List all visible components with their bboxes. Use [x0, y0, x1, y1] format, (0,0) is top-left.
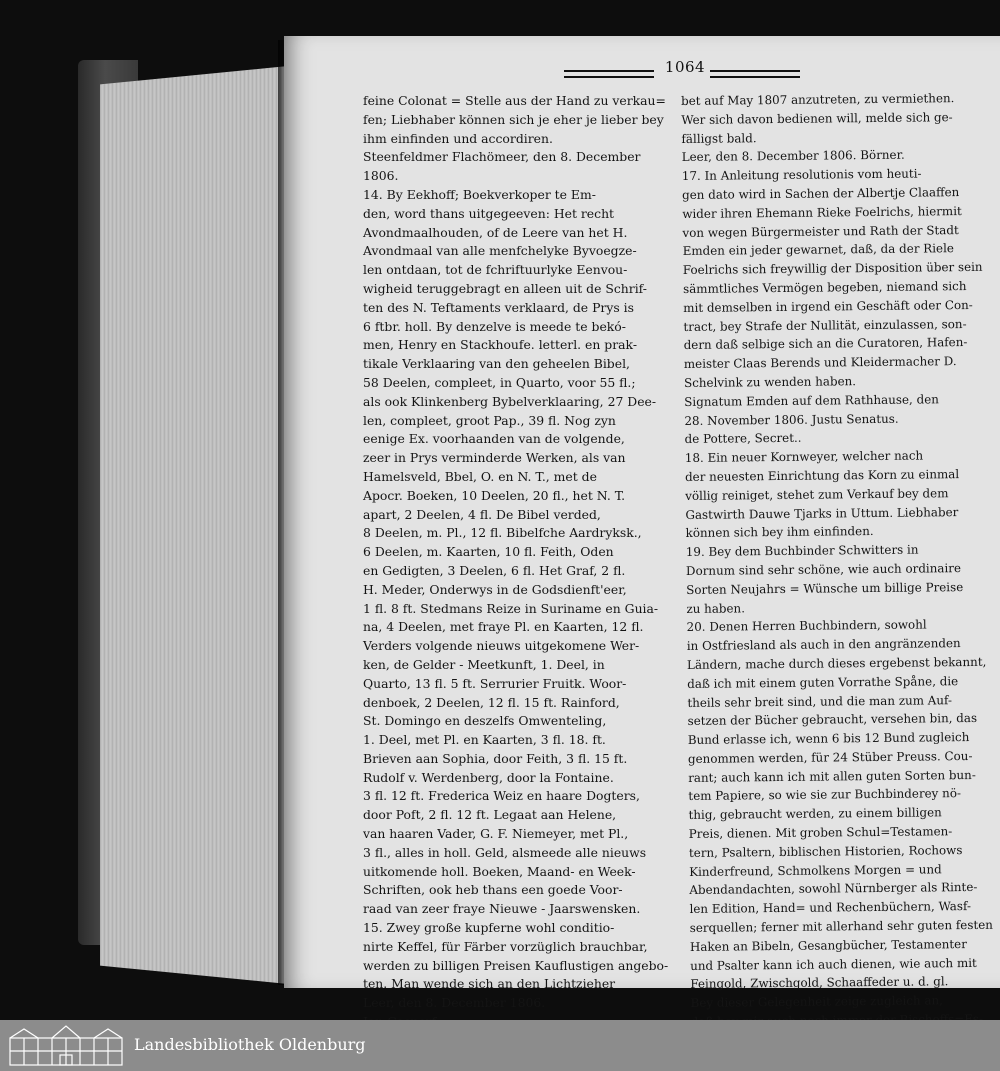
text-line: de Pottere, Secret.. — [684, 431, 802, 447]
text-line: 28. November 1806. Justu Senatus. — [684, 411, 899, 428]
text-line: 20. Denen Herren Buchbindern, sowohl — [686, 617, 927, 635]
text-line: dern daß selbige sich an die Curatoren, Hafen- — [683, 335, 968, 353]
header-rule-left — [564, 70, 654, 78]
text-line: na, 4 Deelen, met fraye Pl. en Kaarten, 12 fl. — [363, 619, 644, 635]
text-line: eenige Ex. voorhaanden van de volgende, — [363, 431, 625, 447]
text-line: raad van zeer fraye Nieuwe - Jaarswensken. — [363, 901, 641, 917]
text-line: wider ihren Ehemann Rieke Foelrichs, hiermit — [682, 203, 962, 221]
text-line: Hamelsveld, Bbel, O. en N. T., met de — [363, 468, 597, 484]
library-name: Landesbibliothek Oldenburg — [134, 1035, 366, 1054]
text-line: Leer, den 8. December 1806. — [363, 995, 546, 1011]
page-edges — [100, 66, 288, 984]
text-line: len ontdaan, tot de fchriftuurlyke Eenvou- — [363, 262, 628, 278]
text-line: 6 ftbr. holl. By denzelve is meede te bekó- — [363, 318, 626, 334]
page-number: 1064 — [664, 58, 706, 76]
text-line: Brieven aan Sophia, door Feith, 3 fl. 15 ft. — [363, 750, 628, 766]
text-line: Dornum sind sehr schöne, wie auch ordinaire — [685, 561, 962, 578]
text-line: 6 Deelen, m. Kaarten, 10 fl. Feith, Oden — [363, 544, 614, 560]
text-line: Bey dieser Gelegenheit zeige zugleich an, — [690, 993, 944, 1011]
text-line: Avondmaal van alle menfchelyke Byvoegze- — [363, 243, 637, 259]
text-line: 1806. — [363, 168, 399, 184]
text-line: Kinderfreund, Schmolkens Morgen = und — [689, 861, 942, 879]
text-line: in Ostfriesland als auch in den angränzenden — [686, 636, 961, 654]
text-line: nirte Keffel, für Färber vorzüglich brauchbar, — [363, 938, 648, 954]
text-line: rant; auch kann ich mit allen guten Sorten bun- — [688, 767, 976, 785]
text-line: tern, Psaltern, biblischen Historien, Rochows — [688, 842, 963, 860]
text-line: daß ich mit einem guten Vorrathe Spåne, die — [687, 673, 959, 691]
text-line: Abendandachten, sowohl Nürnberger als Rinte- — [689, 880, 978, 898]
text-line: Signatum Emden auf dem Rathhause, den — [684, 392, 939, 409]
text-line: Gastwirth Dauwe Tjarks in Uttum. Liebhaber — [685, 504, 959, 522]
text-line: zeer in Prys verminderde Werken, als van — [363, 450, 626, 466]
text-line: gen dato wird in Sachen der Albertje Claaffen — [682, 185, 960, 202]
text-line: 19. Bey dem Buchbinder Schwitters in — [685, 542, 919, 560]
text-line: Ländern, mache durch dieses ergebenst bekannt, — [686, 654, 987, 672]
text-line: Foelrichs sich freywillig der Disposition über sein — [682, 260, 983, 278]
text-line: fälligst bald. — [681, 130, 757, 146]
text-line: als ook Klinkenberg Bybelverklaaring, 27 Dee- — [363, 393, 657, 409]
text-line: fen; Liebhaber können sich je eher je lieber bey — [363, 111, 664, 127]
text-line: 58 Deelen, compleet, in Quarto, voor 55 fl.; — [363, 374, 636, 390]
text-line: len, compleet, groot Pap., 39 fl. Nog zyn — [363, 412, 616, 428]
text-line: sämmtliches Vermögen begeben, niemand sich — [682, 278, 967, 296]
text-line: 1. Deel, met Pl. en Kaarten, 3 fl. 18. ft. — [363, 732, 606, 748]
text-line: Haken an Bibeln, Gesangbücher, Testamenter — [689, 936, 967, 954]
text-line: Schriften, ook heb thans een goede Voor- — [363, 882, 623, 898]
text-line: wigheid teruggebragt en alleen uit de Schrif- — [363, 280, 647, 296]
text-line: ten. Man wende sich an den Lichtzieher — [363, 976, 616, 992]
text-line: van haaren Vader, G. F. Niemeyer, met Pl., — [363, 826, 629, 842]
text-line: Sorten Neujahrs = Wünsche um billige Preise — [686, 579, 964, 597]
text-line: Steenfeldmer Flachömeer, den 8. December — [363, 149, 641, 165]
text-line: Wer sich davon bedienen will, melde sich ge- — [681, 109, 953, 127]
text-line: bet auf May 1807 anzutreten, zu vermiethen. — [681, 91, 955, 108]
header-rule-right — [710, 70, 800, 78]
text-line: 17. In Anleitung resolutionis vom heuti- — [681, 166, 922, 184]
text-line: zu haben. — [686, 600, 746, 616]
text-line: Rudolf v. Werdenberg, door la Fontaine. — [363, 769, 614, 785]
text-line: serquellen; ferner mit allerhand sehr guten festen — [689, 917, 993, 936]
text-line: thig, gebraucht werden, zu einem billigen — [688, 805, 942, 823]
text-line: Bund erlasse ich, wenn 6 bis 12 Bund zugleich — [687, 730, 970, 748]
text-line: werden zu billigen Preisen Kauflustigen angebo- — [363, 957, 669, 973]
page-header — [564, 58, 944, 84]
text-line: tem Papiere, so wie sie zur Buchbinderey nö- — [688, 786, 962, 804]
library-building-logo-icon — [8, 1024, 124, 1066]
text-line: Emden ein jeder gewarnet, daß, da der Riele — [682, 241, 954, 259]
text-line: denboek, 2 Deelen, 12 fl. 15 ft. Rainford, — [363, 694, 620, 710]
text-line: men, Henry en Stackhoufe. letterl. en prak- — [363, 337, 638, 353]
text-line: ten des N. Teftaments verklaard, de Prys is — [363, 299, 634, 315]
text-line: Feingold, Zwischgold, Schaaffeder u. d. gl. — [690, 974, 949, 992]
text-line: setzen der Bücher gebraucht, versehen bin, das — [687, 711, 978, 729]
text-line: völlig reiniget, stehet zum Verkauf bey dem — [685, 485, 949, 503]
text-line: Preis, dienen. Mit groben Schul=Testamen- — [688, 824, 953, 842]
text-line: Verders volgende nieuws uitgekomene Wer- — [363, 638, 640, 654]
text-line: apart, 2 Deelen, 4 fl. De Bibel verded, — [363, 506, 601, 522]
text-line: mit demselben in irgend ein Geschäft oder Con- — [683, 297, 973, 315]
text-line: tract, bey Strafe der Nullität, einzulassen, son- — [683, 316, 967, 334]
text-line: ihm einfinden und accordiren. — [363, 130, 553, 146]
text-line: und Psalter kann ich auch dienen, wie auch mit — [690, 955, 977, 973]
text-line: ken, de Gelder - Meetkunft, 1. Deel, in — [363, 656, 605, 672]
text-line: St. Domingo en deszelfs Omwenteling, — [363, 713, 607, 729]
text-line: feine Colonat = Stelle aus der Hand zu verkau= — [363, 93, 666, 108]
text-line: uitkomende holl. Boeken, Maand- en Week- — [363, 863, 636, 879]
text-line: Avondmaalhouden, of de Leere van het H. — [363, 224, 628, 240]
text-column-left — [363, 92, 667, 1051]
text-line: 8 Deelen, m. Pl., 12 fl. Bibelfche Aardryksk., — [363, 525, 642, 541]
text-line: den, word thans uitgegeeven: Het recht — [363, 205, 615, 221]
text-line: 3 fl., alles in holl. Geld, alsmeede alle nieuws — [363, 844, 647, 860]
text-line: Apocr. Boeken, 10 Deelen, 20 fl., het N. T. — [363, 487, 626, 503]
text-line: len Edition, Hand= und Rechenbüchern, Wasf- — [689, 899, 972, 917]
text-line: von wegen Bürgermeister und Rath der Stadt — [682, 222, 959, 240]
text-line: Leer, den 8. December 1806. Börner. — [681, 148, 905, 165]
text-line: en Gedigten, 3 Deelen, 6 fl. Het Graf, 2 fl. — [363, 562, 626, 578]
text-line: H. Meder, Onderwys in de Godsdienft'eer, — [363, 581, 627, 597]
text-line: können sich bey ihm einfinden. — [685, 524, 874, 541]
text-line: genommen werden, für 24 Stüber Preuss. Cou- — [687, 748, 973, 766]
text-line: 15. Zwey große kupferne wohl conditio- — [363, 920, 615, 936]
text-line: meister Claas Berends und Kleidermacher D. — [683, 354, 957, 372]
text-line: 3 fl. 12 ft. Frederica Weiz en haare Dogters, — [363, 788, 640, 804]
text-line: door Poft, 2 fl. 12 ft. Legaat aan Helene, — [363, 807, 617, 823]
text-line: Schelvink zu wenden haben. — [683, 374, 857, 390]
text-line: 14. By Eekhoff; Boekverkoper te Em- — [363, 186, 596, 202]
text-line: 1 fl. 8 ft. Stedmans Reize in Suriname en Guia- — [363, 600, 659, 616]
text-column-right — [681, 89, 993, 1069]
library-footer — [0, 1020, 1000, 1071]
text-line: der neuesten Einrichtung das Korn zu einmal — [684, 467, 960, 484]
text-line: 18. Ein neuer Kornweyer, welcher nach — [684, 448, 924, 466]
text-line: tikale Verklaaring van den geheelen Bibel, — [363, 356, 630, 372]
text-line: Quarto, 13 fl. 5 ft. Serrurier Fruitk. Woor- — [363, 675, 627, 691]
text-line: theils sehr breit sind, und die man zum Auf- — [687, 692, 953, 710]
